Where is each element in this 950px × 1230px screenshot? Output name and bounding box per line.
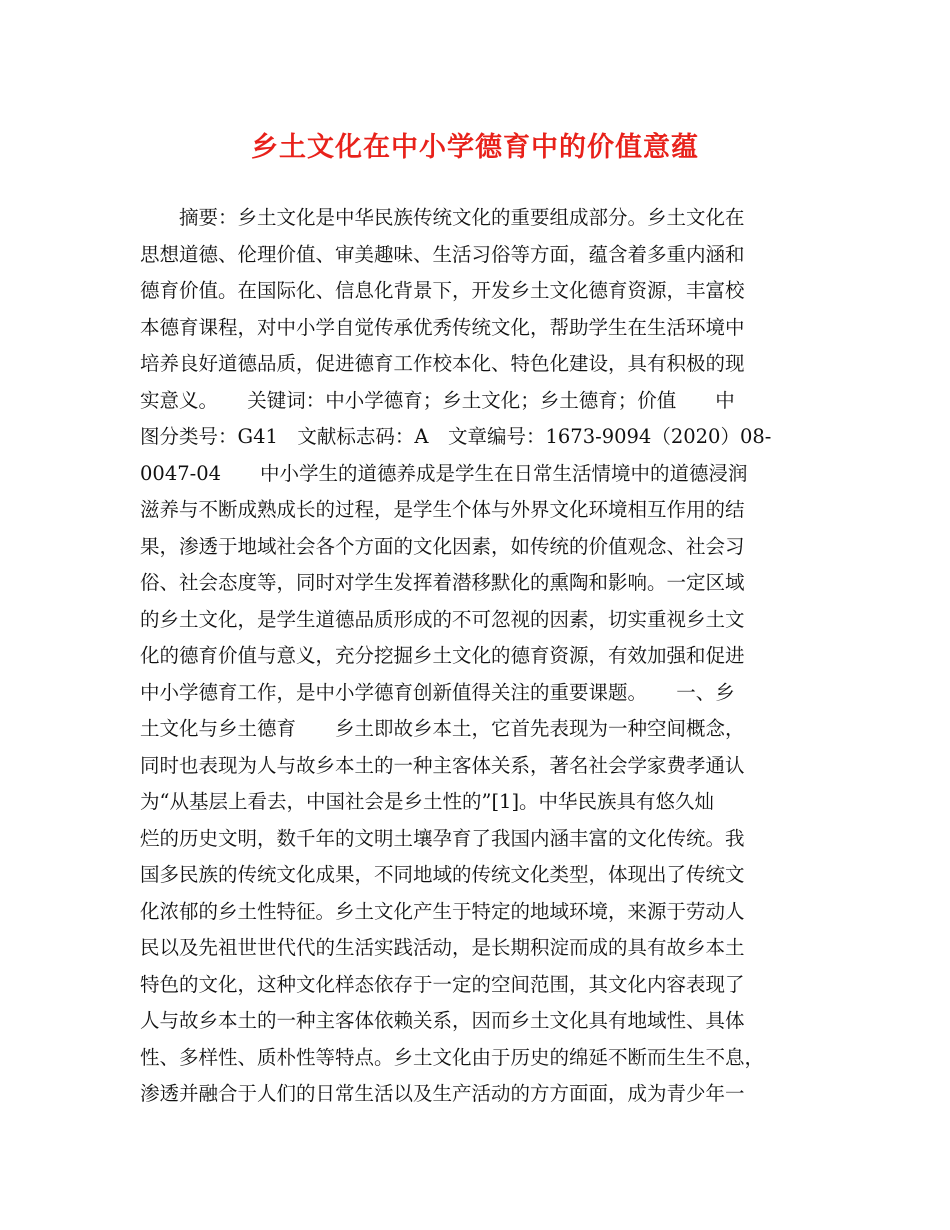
body-line: 摘要：乡土文化是中华民族传统文化的重要组成部分。乡土文化在 (140, 206, 745, 229)
document-title: 乡土文化在中小学德育中的价值意蕴 (251, 132, 699, 163)
body-line: 民以及先祖世世代代的生活实践活动，是长期积淀而成的具有故乡本土 (140, 936, 745, 959)
body-line: 烂的历史文明，数千年的文明土壤孕育了我国内涵丰富的文化传统。我 (140, 826, 745, 850)
body-line: 中小学德育工作，是中小学德育创新值得关注的重要课题。 一、乡 (140, 680, 735, 704)
body-line: 图分类号：G41 文献标志码：A 文章编号：1673-9094（2020）08- (140, 425, 772, 448)
body-line: 化的德育价值与意义，充分挖掘乡土文化的德育资源，有效加强和促进 (140, 644, 745, 667)
body-line: 同时也表现为人与故乡本土的一种主客体关系，著名社会学家费孝通认 (140, 753, 745, 777)
document-body (140, 200, 820, 1113)
body-line: 特色的文化，这种文化样态依存于一定的空间范围，其文化内容表现了 (140, 972, 745, 996)
body-line: 实意义。 关键词：中小学德育；乡土文化；乡土德育；价值 中 (140, 388, 735, 412)
body-line: 人与故乡本土的一种主客体依赖关系，因而乡土文化具有地域性、具体 (140, 1009, 745, 1032)
body-line: 果，渗透于地域社会各个方面的文化因素，如传统的价值观念、社会习 (140, 534, 745, 558)
body-line: 本德育课程，对中小学自觉传承优秀传统文化，帮助学生在生活环境中 (140, 315, 745, 339)
body-line: 国多民族的传统文化成果，不同地域的传统文化类型，体现出了传统文 (140, 863, 745, 886)
body-line: 俗、社会态度等，同时对学生发挥着潜移默化的熏陶和影响。一定区域 (140, 571, 745, 594)
body-line: 培养良好道德品质，促进德育工作校本化、特色化建设，具有积极的现 (140, 352, 745, 375)
body-line: 土文化与乡土德育 乡土即故乡本土，它首先表现为一种空间概念， (140, 717, 745, 740)
body-line: 0047-04 中小学生的道德养成是学生在日常生活情境中的道德浸润 (140, 461, 748, 485)
body-line: 滋养与不断成熟成长的过程，是学生个体与外界文化环境相互作用的结 (140, 498, 745, 521)
body-line: 性、多样性、质朴性等特点。乡土文化由于历史的绵延不断而生生不息， (140, 1045, 765, 1069)
body-line: 为“从基层上看去，中国社会是乡土性的”[1]。中华民族具有悠久灿 (140, 790, 715, 813)
body-line: 渗透并融合于人们的日常生活以及生产活动的方方面面，成为青少年一 (140, 1082, 745, 1105)
body-line: 思想道德、伦理价值、审美趣味、生活习俗等方面，蕴含着多重内涵和 (140, 242, 745, 266)
body-line: 德育价值。在国际化、信息化背景下，开发乡土文化德育资源，丰富校 (140, 279, 745, 302)
body-line: 的乡土文化，是学生道德品质形成的不可忽视的因素，切实重视乡土文 (140, 607, 745, 631)
body-line: 化浓郁的乡土性特征。乡土文化产生于特定的地域环境，来源于劳动人 (140, 899, 745, 923)
